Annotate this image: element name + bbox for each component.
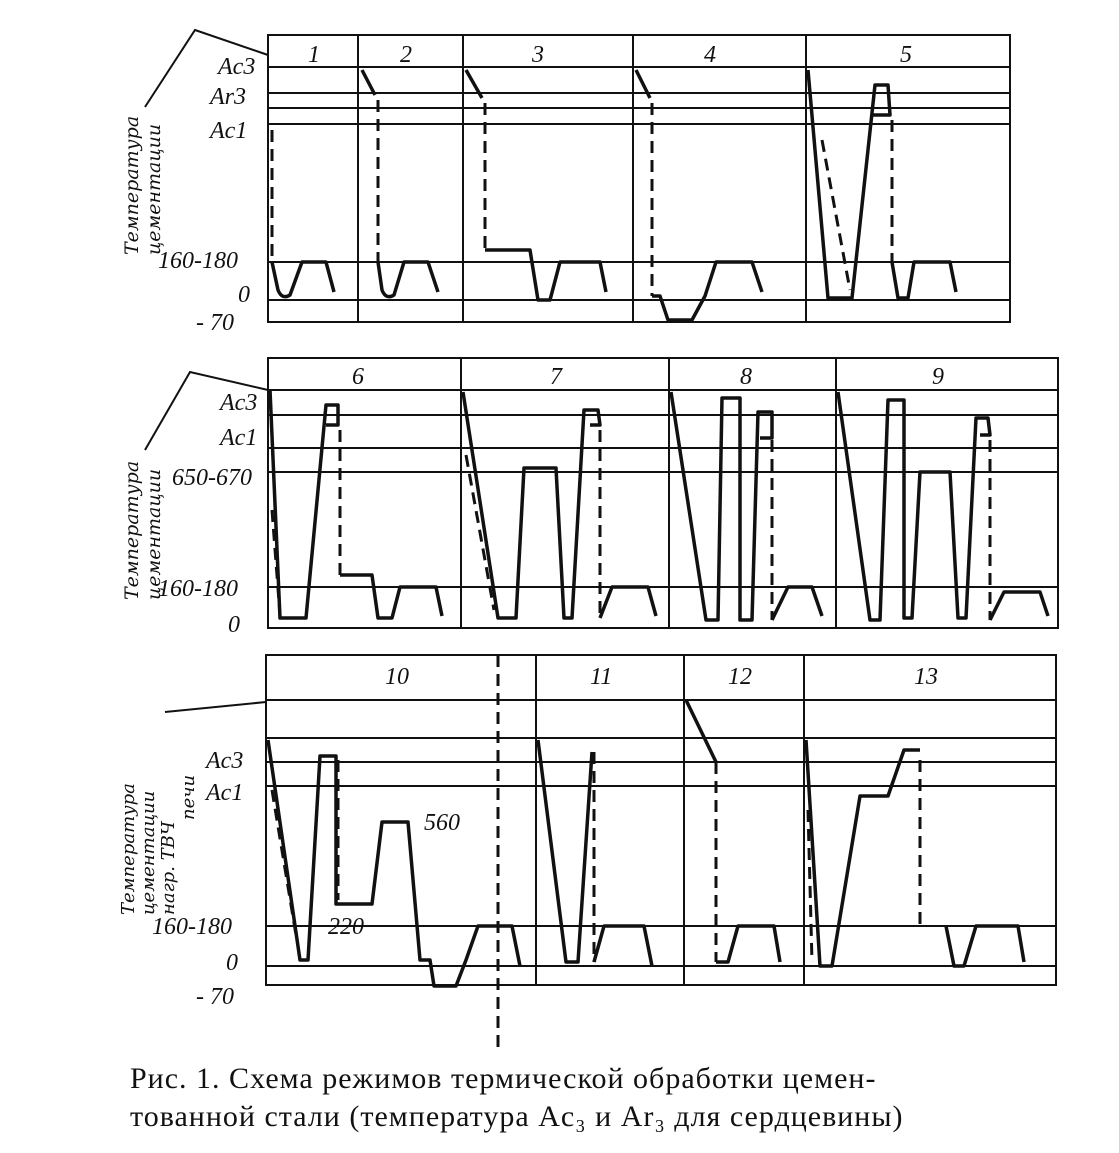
regime-number: 9	[932, 364, 944, 390]
regime-curve	[272, 262, 334, 297]
level-label-ac3: Ac3	[206, 748, 244, 774]
level-label-650-670: 650-670	[172, 465, 252, 491]
y-axis-label-line2: цементации	[138, 790, 159, 915]
regime-curve	[463, 392, 600, 618]
level-label-160-180: 160-180	[158, 576, 238, 602]
label-pointer-line	[165, 702, 266, 712]
panel-2	[121, 358, 1058, 638]
regime-curve	[600, 587, 656, 618]
figure-caption	[130, 1060, 1090, 1136]
regime-curve	[686, 700, 716, 762]
y-axis-label-line4: печи	[178, 774, 199, 820]
level-label-160-180: 160-180	[158, 248, 238, 274]
regime-number: 11	[590, 664, 613, 690]
regime-curve	[892, 262, 956, 298]
regime-number: 4	[704, 42, 716, 68]
regime-number: 3	[532, 42, 544, 68]
regime-curve	[808, 70, 890, 298]
panel-3	[118, 655, 1056, 1050]
regime-curve	[594, 926, 652, 966]
level-label-ac1: Ac1	[220, 425, 258, 451]
regime-curve	[362, 70, 375, 95]
y-axis-label-line2: цементации	[143, 123, 165, 255]
level-label-ar3: Ar3	[210, 84, 246, 110]
annotation-560: 560	[424, 810, 460, 836]
panel-3-frame	[266, 655, 1056, 985]
regime-number: 7	[550, 364, 562, 390]
caption-line-1: Рис. 1. Схема режимов термической обработки цемен-	[130, 1062, 877, 1095]
regime-curve	[268, 740, 520, 986]
level-label-0: 0	[226, 950, 238, 976]
regime-curve	[652, 262, 762, 320]
level-label-0: 0	[228, 612, 240, 638]
panel-1	[121, 30, 1010, 336]
regime-curve	[538, 740, 592, 962]
regime-curve	[340, 575, 442, 618]
regime-number: 13	[914, 664, 938, 690]
y-axis-label-line1: Температура	[121, 115, 143, 255]
annotation-220: 220	[328, 914, 364, 940]
regime-number: 5	[900, 42, 912, 68]
regime-curve	[806, 740, 920, 966]
regime-curve	[485, 250, 606, 300]
regime-curve	[946, 926, 1024, 966]
level-label-ac3: Ac3	[220, 390, 258, 416]
y-axis-label-line3: нагр. ТВЧ	[158, 821, 179, 915]
level-label-0: 0	[238, 282, 250, 308]
level-label-ac3: Ac3	[218, 54, 256, 80]
regime-number: 10	[385, 664, 409, 690]
regime-curve	[378, 262, 438, 297]
regime-curve	[270, 390, 338, 618]
regime-curve	[990, 592, 1048, 620]
regime-curve	[716, 926, 780, 962]
level-label-minus70: - 70	[196, 310, 234, 336]
level-label-minus70: - 70	[196, 984, 234, 1010]
regime-number: 1	[308, 42, 320, 68]
regime-curve	[272, 790, 296, 935]
regime-number: 12	[728, 664, 752, 690]
y-axis-label-line1: Температура	[118, 783, 139, 915]
regime-number: 8	[740, 364, 752, 390]
caption-line-2: тованной стали (температура Ac₃ и Ar₃ для сердцевины)	[130, 1100, 904, 1133]
y-axis-label-line2: цементации	[143, 468, 165, 600]
regime-curve	[772, 587, 822, 620]
level-label-ac1: Ac1	[206, 780, 244, 806]
regime-number: 6	[352, 364, 364, 390]
regime-curve	[671, 392, 772, 620]
regime-curve	[838, 392, 990, 620]
level-label-ac1: Ac1	[210, 118, 248, 144]
level-label-160-180: 160-180	[152, 914, 232, 940]
y-axis-label-line1: Температура	[121, 460, 143, 600]
regime-number: 2	[400, 42, 412, 68]
